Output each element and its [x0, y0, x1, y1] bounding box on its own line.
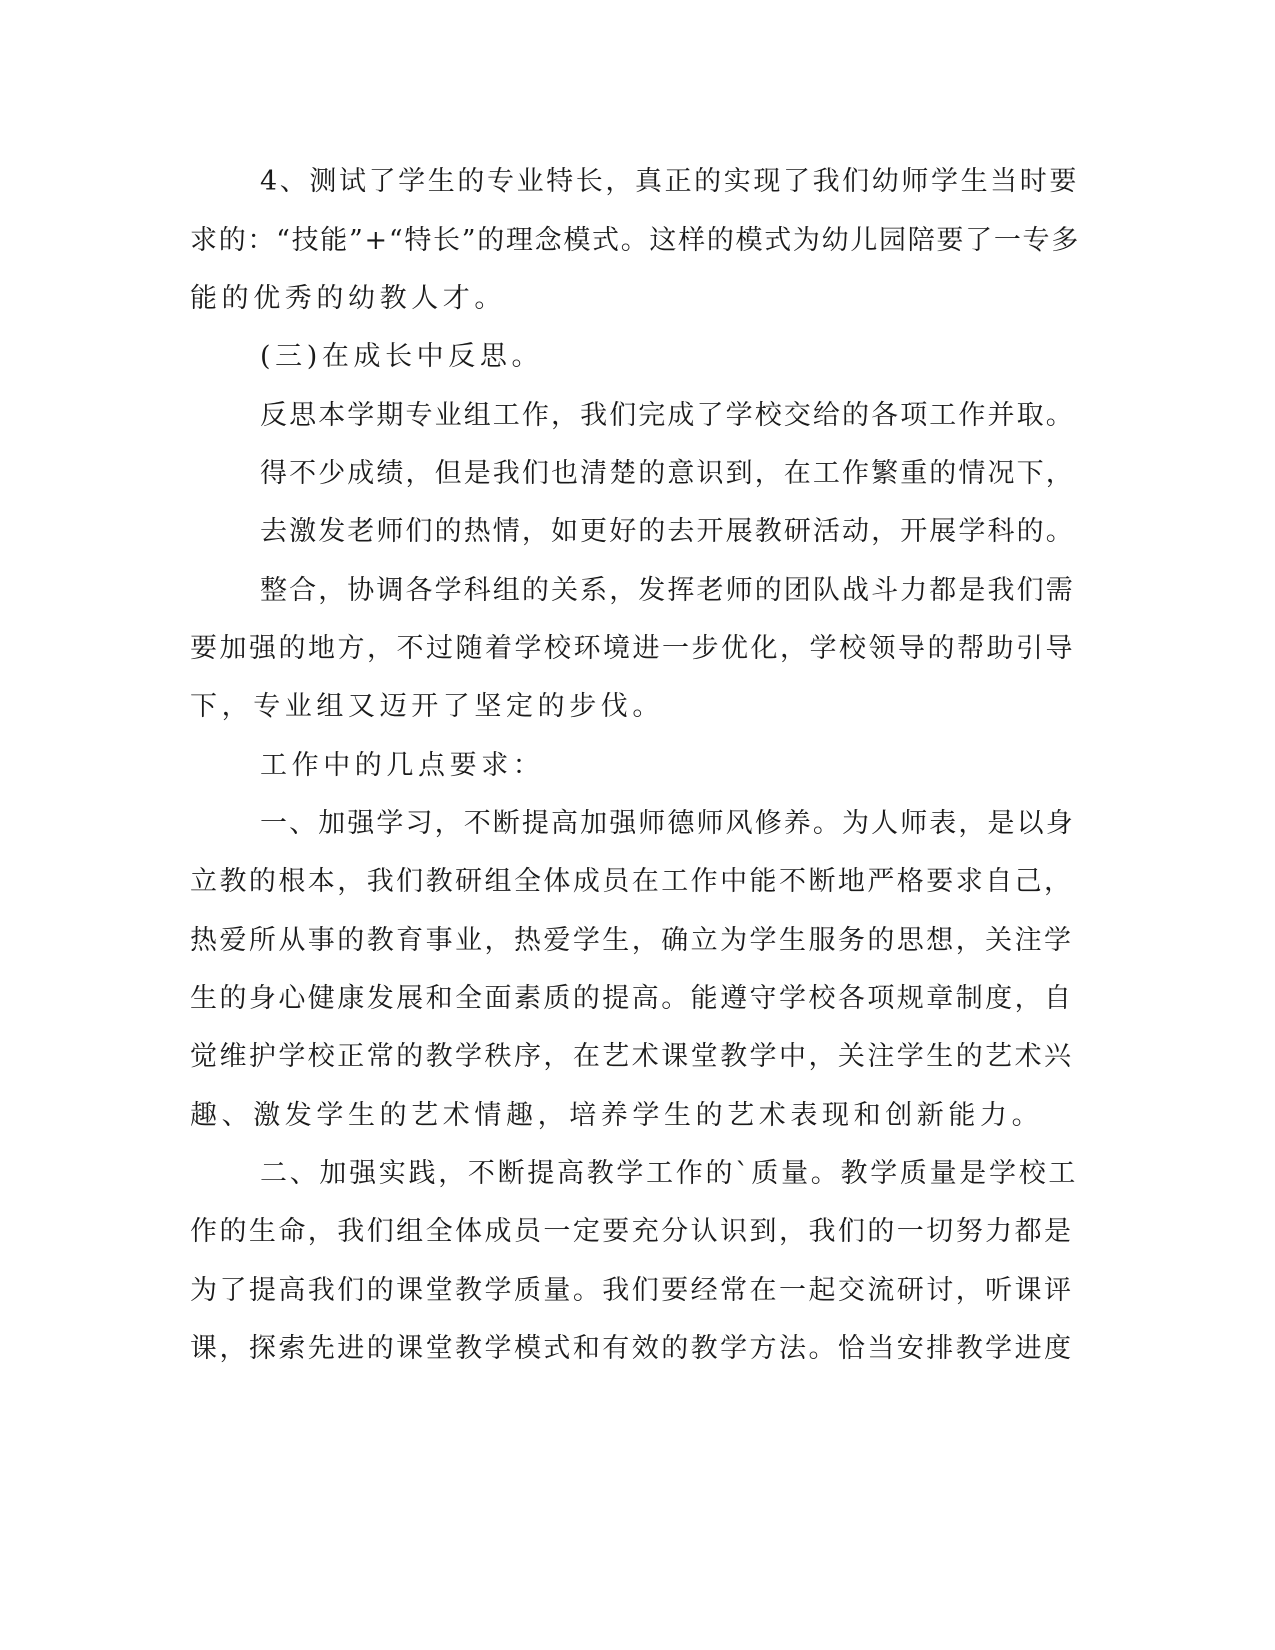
paragraph-line: 得不少成绩，但是我们也清楚的意识到，在工作繁重的情况下， — [260, 458, 1075, 489]
paragraph-line: 一、加强学习，不断提高加强师德师风修养。为人师表，是以身 — [260, 808, 1075, 839]
paragraph-line: 去激发老师们的热情，如更好的去开展教研活动，开展学科的。 — [260, 516, 1075, 547]
paragraph-line: 立教的根本，我们教研组全体成员在工作中能不断地严格要求自己， — [190, 866, 1074, 897]
paragraph-line: 求的：“技能”+“特长”的理念模式。这样的模式为幼儿园陪要了一专多 — [190, 225, 1080, 256]
paragraph-line: 二、加强实践，不断提高教学工作的`质量。教学质量是学校工 — [260, 1158, 1079, 1189]
paragraph-line: 能的优秀的幼教人才。 — [190, 283, 506, 314]
paragraph-line: 为了提高我们的课堂教学质量。我们要经常在一起交流研讨，听课评 — [190, 1275, 1074, 1306]
paragraph-line: 趣、激发学生的艺术情趣，培养学生的艺术表现和创新能力。 — [190, 1100, 1044, 1131]
paragraph-line: 整合，协调各学科组的关系，发挥老师的团队战斗力都是我们需 — [260, 575, 1075, 606]
paragraph-line: 课，探索先进的课堂教学模式和有效的教学方法。恰当安排教学进度 — [190, 1333, 1074, 1364]
paragraph-line: 要加强的地方，不过随着学校环境进一步优化，学校领导的帮助引导 — [190, 633, 1075, 664]
paragraph-line: 生的身心健康发展和全面素质的提高。能遵守学校各项规章制度，自 — [190, 983, 1074, 1014]
paragraph-line: 觉维护学校正常的教学秩序，在艺术课堂教学中，关注学生的艺术兴 — [190, 1041, 1074, 1072]
section-heading: (三)在成长中反思。 — [260, 341, 544, 372]
paragraph-line: 下，专业组又迈开了坚定的步伐。 — [190, 691, 664, 722]
paragraph-line: 热爱所从事的教育事业，热爱学生，确立为学生服务的思想，关注学 — [190, 925, 1074, 956]
paragraph-line: 4、测试了学生的专业特长，真正的实现了我们幼师学生当时要 — [260, 166, 1079, 197]
paragraph-line: 作的生命，我们组全体成员一定要充分认识到，我们的一切努力都是 — [190, 1216, 1074, 1247]
list-heading: 工作中的几点要求： — [260, 750, 545, 781]
paragraph-line: 反思本学期专业组工作，我们完成了学校交给的各项工作并取。 — [260, 400, 1075, 431]
